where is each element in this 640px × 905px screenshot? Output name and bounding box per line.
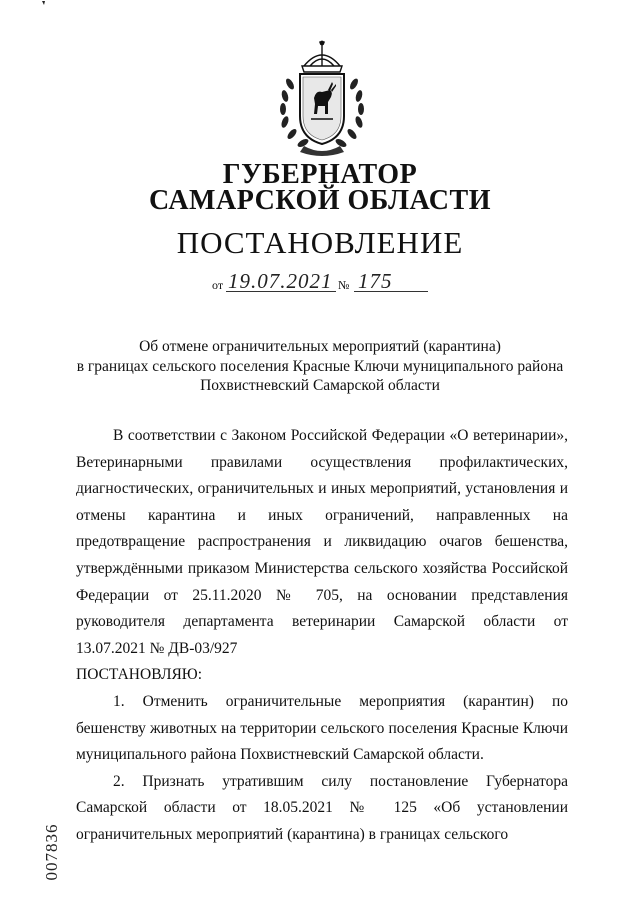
samara-coat-of-arms-emblem: [270, 40, 374, 158]
document-body: [76, 423, 568, 849]
date-prefix-label: от: [212, 278, 224, 292]
date-number-line: [212, 269, 432, 293]
title-line-3: Похвистневский Самарской области: [200, 377, 440, 394]
side-registration-number-text: 007836: [42, 823, 61, 881]
corner-mark: [40, 0, 48, 8]
number-underline: [354, 291, 428, 292]
item-1-paragraph: 1. Отменить ограничительные мероприятия (карантин) по бешенству животных на территории сельского поселения Красные Ключи муниципального района Похвистневский Самарской области.: [76, 692, 568, 764]
title-line-2: в границах сельского поселения Красные Ключи муниципального района: [76, 357, 564, 375]
item-2-paragraph: 2. Признать утратившим силу постановление Губернатора Самарской области от 18.05.2021 № 125 «Об установлении ограничительных мероприятий (карантина) в границах сельского: [76, 772, 568, 843]
number-value-handwritten: 175: [358, 269, 393, 293]
side-registration-number: [42, 820, 61, 881]
organization-name-line-1: ГУБЕРНАТОР: [222, 159, 418, 190]
date-value-handwritten: 19.07.2021: [228, 269, 333, 293]
number-prefix-label: №: [338, 278, 350, 292]
preamble-paragraph: В соответствии с Законом Российской Федерации «О ветеринарии», Ветеринарными правилами осуществления профилактических, диагностических, ограничительных и иных мероприятий, установления и отмены карантина и иных ограничений, направленных на предотвращение распространения и ликвидацию очагов бешенства, утверждёнными приказом Министерства сельского хозяйства Российской Федерации от 25.11.2020 № 705, на основании представления руководителя департамента ветеринарии Самарской области от 13.07.2021 № ДВ-03/927: [76, 427, 568, 657]
resolve-line: ПОСТАНОВЛЯЮ:: [76, 666, 203, 684]
title-line-1: Об отмене ограничительных мероприятий (карантина): [139, 338, 501, 355]
document-type-heading: ПОСТАНОВЛЕНИЕ: [176, 225, 464, 260]
organization-name-line-2: САМАРСКОЙ ОБЛАСТИ: [149, 185, 491, 216]
date-underline: [226, 291, 336, 292]
document-title: [0, 337, 640, 396]
